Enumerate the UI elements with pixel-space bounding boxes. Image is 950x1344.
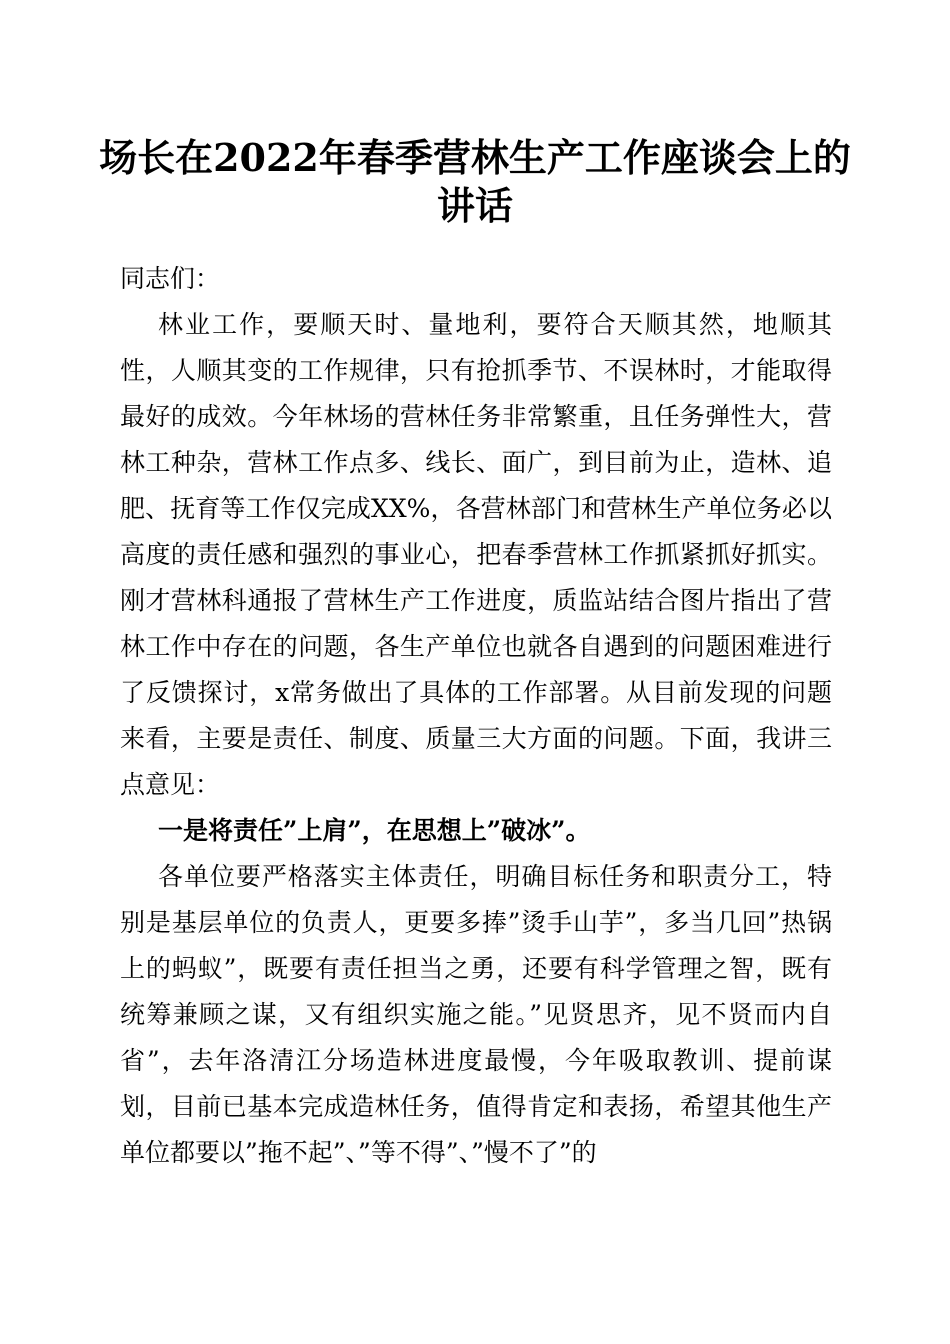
document-title (90, 134, 860, 230)
salutation: 同志们： (120, 264, 221, 293)
paragraph-intro: 林业工作，要顺天时、量地利，要符合天顺其然，地顺其性，人顺其变的工作规律，只有抢抓季节、不误林时，才能取得最好的成效。今年林场的营林任务非常繁重，且任务弹性大，营林工种杂，营林工作点多、线长、面广，到目前为止，造林、追肥、抚育等工作仅完成XX%，各营林部门和营林生产单位务必以高度的责任感和强烈的事业心，把春季营林工作抓紧抓好抓实。刚才营林科通报了营林生产工作进度，质监站结合图片指出了营林工作中存在的问题，各生产单位也就各自遇到的问题困难进行了反馈探讨，x常务做出了具体的工作部署。从目前发现的问题来看，主要是责任、制度、质量三大方面的问题。下面，我讲三点意见： (120, 310, 832, 799)
section-heading-1: 一是将责任”上肩”，在思想上”破冰”。 (158, 816, 591, 845)
document-body (120, 256, 832, 1176)
paragraph-responsibility: 各单位要严格落实主体责任，明确目标任务和职责分工，特别是基层单位的负责人，更要多捧”烫手山芋”，多当几回”热锅上的蚂蚁”，既要有责任担当之勇，还要有科学管理之智，既有统筹兼顾之谋，又有组织实施之能。”见贤思齐，见不贤而内自省”，去年洛清江分场造林进度最慢，今年吸取教训、提前谋划，目前已基本完成造林任务，值得肯定和表扬，希望其他生产单位都要以”拖不起”、”等不得”、”慢不了”的 (120, 862, 832, 1167)
title-line-1: 场长在2022年春季营林生产工作座谈会上的 (99, 135, 851, 180)
title-line-2: 讲话 (436, 183, 513, 228)
